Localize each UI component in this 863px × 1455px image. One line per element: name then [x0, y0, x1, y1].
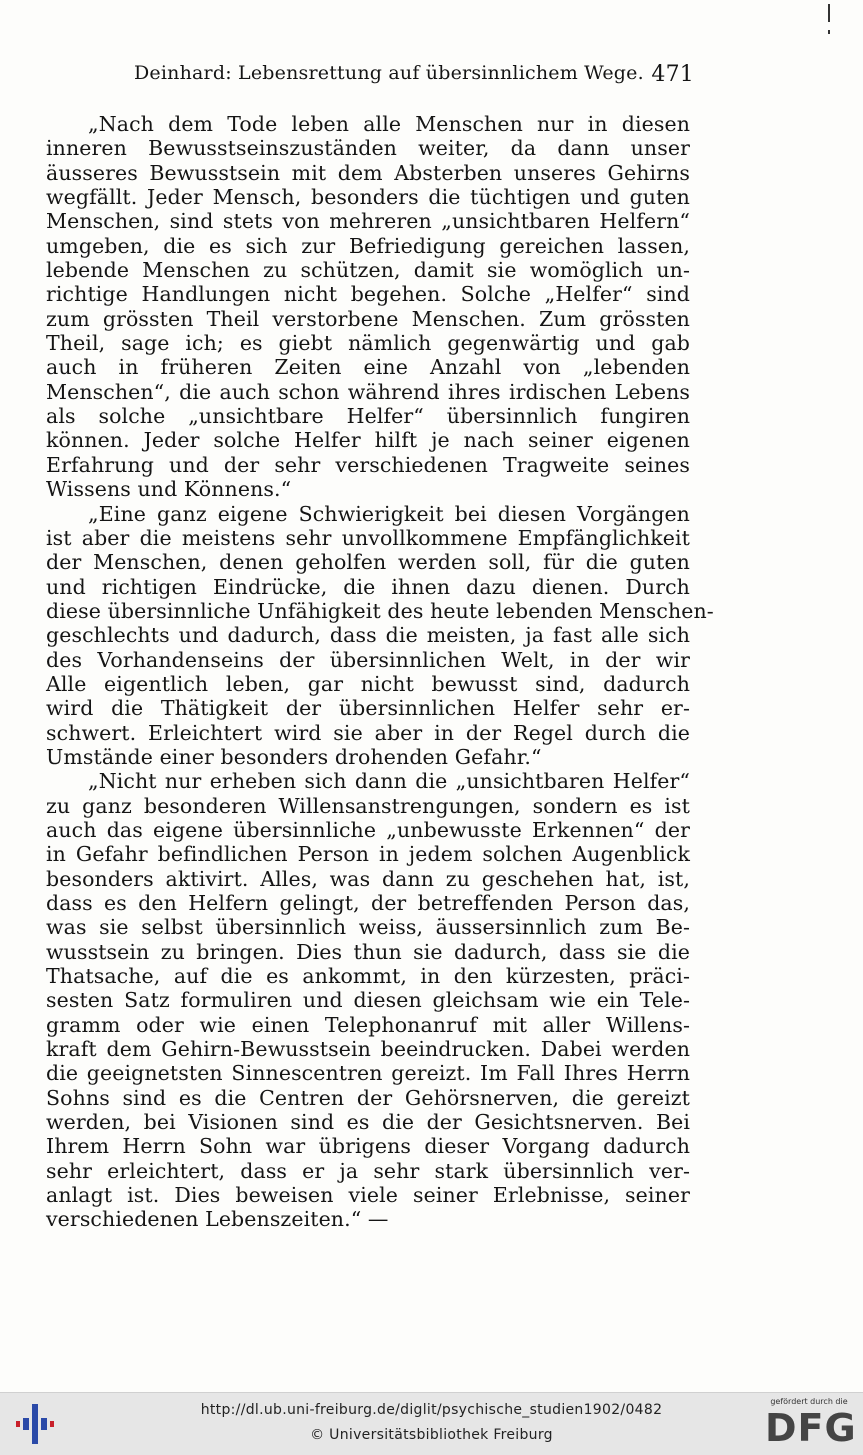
text-line: Ihrem Herrn Sohn war übrigens dieser Vorgang dadurch — [46, 1134, 690, 1159]
text-line: besonders aktivirt. Alles, was dann zu geschehen hat, ist, — [46, 866, 690, 891]
text-line: dass es den Helfern gelingt, der betreffenden Person das, — [46, 891, 690, 915]
text-line: können. Jeder solche Helfer hilft je nach seiner eigenen — [46, 428, 690, 453]
text-line: die geeignetsten Sinnescentren gereizt. Im Fall Ihres Herrn — [46, 1061, 690, 1086]
text-line: Menschen“, die auch schon während ihres irdischen Lebens — [46, 379, 690, 404]
text-line: wusstsein zu bringen. Dies thun sie dadurch, dass sie die — [46, 939, 690, 964]
running-head: Deinhard: Lebensrettung auf übersinnlichem Wege. — [134, 62, 644, 84]
text-line: richtige Handlungen nicht begehen. Solche „Helfer“ sind — [46, 282, 690, 307]
text-line: umgeben, die es sich zur Befriedigung gereichen lassen, — [46, 233, 690, 258]
text-line: in Gefahr befindlichen Person in jedem solchen Augenblick — [46, 842, 690, 867]
text-line: der Menschen, denen geholfen werden soll, für die guten — [46, 550, 690, 575]
text-line: ist aber die meistens sehr unvollkommene Empfänglichkeit — [46, 525, 690, 550]
dfg-caption: gefördert durch die — [770, 1397, 848, 1406]
text-line: werden, bei Visionen sind es die der Gesichtsnerven. Bei — [46, 1110, 690, 1135]
scan-edge-mark — [828, 30, 830, 34]
text-line: Theil, sage ich; es giebt nämlich gegenwärtig und gab — [46, 331, 690, 356]
permalink-url[interactable]: http://dl.ub.uni-freiburg.de/diglit/psychische_studien1902/0482 — [200, 1402, 663, 1418]
page-header — [134, 62, 694, 90]
text-line: schwert. Erleichtert wird sie aber in der Regel durch die — [46, 720, 690, 745]
text-line: was sie selbst übersinnlich weiss, äussersinnlich zum Be- — [46, 915, 690, 940]
text-line: „Eine ganz eigene Schwierigkeit bei diesen Vorgängen — [88, 501, 690, 526]
text-line: auch das eigene übersinnliche „unbewusste Erkennen“ der — [46, 817, 690, 842]
dfg-logo-text: DFG — [765, 1406, 857, 1450]
text-line: anlagt ist. Dies beweisen viele seiner Erlebnisse, seiner — [46, 1183, 690, 1208]
text-line: auch in früheren Zeiten eine Anzahl von „lebenden — [46, 355, 690, 380]
text-line: sehr erleichtert, dass er ja sehr stark übersinnlich ver- — [46, 1158, 690, 1183]
text-line: Thatsache, auf die es ankommt, in den kürzesten, präci- — [46, 964, 690, 989]
text-line: inneren Bewusstseinszuständen weiter, da dann unser — [46, 136, 690, 161]
text-line: wegfällt. Jeder Mensch, besonders die tüchtigen und guten — [46, 185, 690, 210]
page-number: 471 — [651, 62, 694, 87]
text-line: Wissens und Könnens.“ — [46, 477, 292, 502]
text-line: „Nicht nur erheben sich dann die „unsichtbaren Helfer“ — [88, 769, 690, 794]
dfg-logo[interactable] — [763, 1397, 855, 1451]
text-line: Alle eigentlich leben, gar nicht bewusst sind, dadurch — [46, 671, 690, 696]
text-line: Sohns sind es die Centren der Gehörsnerven, die gereizt — [46, 1085, 690, 1110]
text-line: Erfahrung und der sehr verschiedenen Tragweite seines — [46, 452, 690, 477]
text-line: des Vorhandenseins der übersinnlichen Welt, in der wir — [46, 647, 690, 672]
text-line: äusseres Bewusstsein mit dem Absterben unseres Gehirns — [46, 160, 690, 185]
text-line: und richtigen Eindrücke, die ihnen dazu dienen. Durch — [46, 574, 690, 599]
text-line: als solche „unsichtbare Helfer“ übersinnlich fungiren — [46, 404, 690, 429]
scan-edge-mark — [828, 4, 830, 22]
text-line: zu ganz besonderen Willensanstrengungen, sondern es ist — [46, 793, 690, 818]
page-body-text — [46, 112, 714, 1232]
viewer-footer — [0, 1392, 863, 1455]
text-line: Umstände einer besonders drohenden Gefahr.“ — [46, 744, 542, 769]
text-line: gramm oder wie einen Telephonanruf mit aller Willens- — [46, 1012, 690, 1037]
text-line: kraft dem Gehirn-Bewusstsein beeindrucken. Dabei werden — [46, 1037, 690, 1062]
text-line: „Nach dem Tode leben alle Menschen nur in diesen — [88, 112, 690, 136]
text-line: Menschen, sind stets von mehreren „unsichtbaren Helfern“ — [46, 209, 690, 234]
copyright-notice: © Universitätsbibliothek Freiburg — [310, 1427, 553, 1443]
text-line: lebende Menschen zu schützen, damit sie womöglich un- — [46, 258, 690, 283]
text-line: diese übersinnliche Unfähigkeit des heute lebenden Menschen- — [46, 598, 714, 623]
text-line: zum grössten Theil verstorbene Menschen. Zum grössten — [46, 306, 690, 331]
text-line: verschiedenen Lebenszeiten.“ — — [46, 1207, 389, 1232]
text-line: geschlechts und dadurch, dass die meisten, ja fast alle sich — [46, 623, 690, 648]
text-line: sesten Satz formuliren und diesen gleichsam wie ein Tele- — [46, 988, 690, 1013]
text-line: wird die Thätigkeit der übersinnlichen Helfer sehr er- — [46, 696, 690, 721]
